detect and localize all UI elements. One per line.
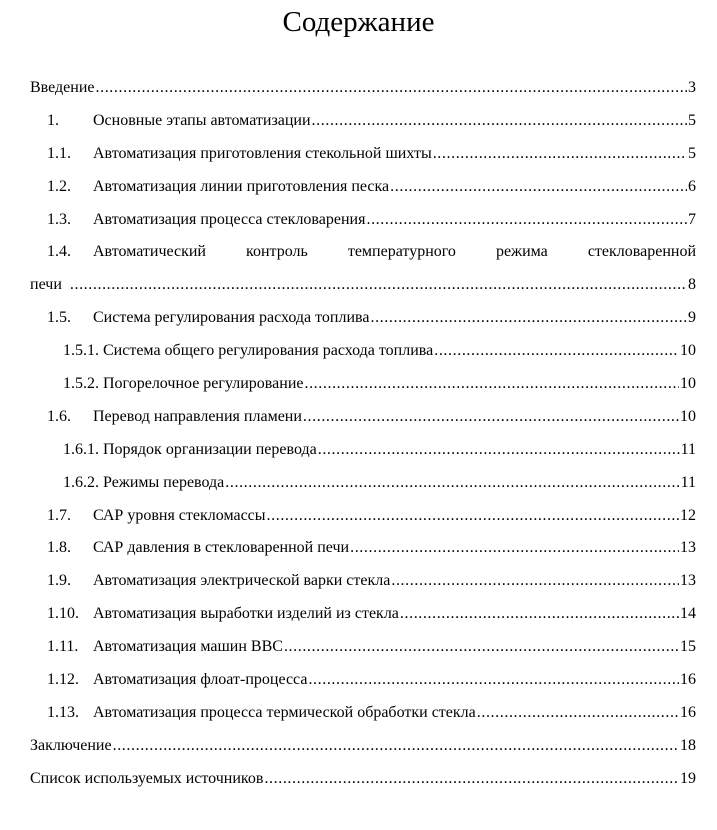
entry-page: 3 bbox=[688, 79, 696, 96]
dot-leader bbox=[400, 598, 679, 631]
dot-leader bbox=[264, 763, 679, 796]
entry-number: 1.3. bbox=[47, 210, 71, 228]
dot-leader bbox=[318, 434, 680, 467]
entry-title: Автоматизация процесса термической обработки стекла bbox=[93, 703, 476, 721]
entry-title: Введение bbox=[30, 79, 95, 96]
entry-page: 11 bbox=[680, 473, 696, 491]
dot-leader bbox=[433, 138, 687, 171]
dot-leader bbox=[225, 467, 679, 500]
entry-page: 13 bbox=[680, 539, 696, 557]
entry-page: 15 bbox=[680, 638, 696, 656]
entry-page: 9 bbox=[688, 309, 696, 327]
entry-page: 13 bbox=[680, 572, 696, 590]
dot-leader bbox=[303, 401, 679, 434]
toc-entry[interactable] bbox=[30, 500, 696, 533]
entry-title: Перевод направления пламени bbox=[93, 407, 302, 425]
entry-title: Порядок организации перевода bbox=[103, 440, 317, 458]
toc-entry[interactable] bbox=[30, 631, 696, 664]
page-title: Содержание bbox=[282, 6, 435, 38]
entry-number: 1.4. bbox=[47, 243, 71, 261]
table-of-contents bbox=[30, 72, 696, 796]
entry-title: печи bbox=[30, 276, 62, 294]
entry-number: 1.1. bbox=[47, 144, 71, 162]
entry-number: 1.6.1. bbox=[63, 440, 99, 458]
entry-page: 10 bbox=[680, 407, 696, 425]
entry-page: 5 bbox=[688, 111, 696, 129]
toc-entry-continuation[interactable] bbox=[30, 269, 696, 302]
entry-title: Автоматизация линии приготовления песка bbox=[93, 177, 390, 195]
entry-page: 10 bbox=[680, 342, 696, 360]
entry-title: Система регулирования расхода топлива bbox=[93, 309, 370, 327]
toc-entry[interactable] bbox=[30, 664, 696, 697]
dot-leader bbox=[370, 302, 687, 335]
dot-leader bbox=[390, 171, 687, 204]
toc-entry[interactable] bbox=[30, 763, 696, 796]
toc-entry[interactable] bbox=[30, 72, 696, 105]
entry-number: 1.12. bbox=[47, 671, 79, 689]
entry-number: 1.6.2. bbox=[63, 473, 99, 491]
dot-leader bbox=[350, 532, 679, 565]
entry-number: 1.11. bbox=[47, 638, 79, 656]
entry-title: Автоматизация электрической варки стекла bbox=[93, 572, 391, 590]
dot-leader bbox=[366, 204, 687, 237]
entry-page: 19 bbox=[680, 769, 696, 787]
toc-entry[interactable] bbox=[30, 730, 696, 763]
toc-entry[interactable] bbox=[30, 105, 696, 138]
entry-page: 14 bbox=[680, 605, 696, 623]
entry-title: Погорелочное регулирование bbox=[103, 375, 304, 393]
toc-entry[interactable] bbox=[30, 565, 696, 598]
entry-title: Автоматизация машин ВВС bbox=[93, 638, 283, 656]
toc-entry[interactable] bbox=[30, 138, 696, 171]
toc-entry[interactable] bbox=[30, 434, 696, 467]
entry-title: САР давления в стекловаренной печи bbox=[93, 539, 350, 557]
entry-number: 1.7. bbox=[47, 506, 71, 524]
toc-entry[interactable] bbox=[30, 335, 696, 368]
dot-leader bbox=[70, 269, 687, 302]
entry-number: 1.8. bbox=[47, 539, 71, 557]
entry-page: 16 bbox=[680, 671, 696, 689]
entry-title: Система общего регулирования расхода топлива bbox=[103, 342, 434, 360]
dot-leader bbox=[304, 368, 679, 401]
entry-title: Режимы перевода bbox=[103, 473, 225, 491]
entry-title: Автоматизация приготовления стекольной шихты bbox=[93, 144, 432, 162]
entry-number: 1.6. bbox=[47, 407, 71, 425]
entry-title: САР уровня стекломассы bbox=[93, 506, 266, 524]
dot-leader bbox=[267, 500, 679, 533]
entry-number: 1.5.1. bbox=[63, 342, 99, 360]
toc-entry[interactable] bbox=[30, 598, 696, 631]
entry-title: Автоматизация выработки изделий из стекла bbox=[93, 605, 399, 623]
toc-entry[interactable] bbox=[30, 697, 696, 730]
entry-title: Автоматизация процесса стекловарения bbox=[93, 210, 366, 228]
toc-entry[interactable] bbox=[30, 401, 696, 434]
entry-title: Автоматический контроль температурного режима стекловаренной bbox=[93, 243, 696, 261]
entry-number: 1.13. bbox=[47, 703, 79, 721]
dot-leader bbox=[312, 105, 687, 138]
entry-page: 12 bbox=[680, 506, 696, 524]
toc-entry[interactable] bbox=[30, 204, 696, 237]
entry-page: 11 bbox=[680, 440, 696, 458]
entry-number: 1.5.2. bbox=[63, 375, 99, 393]
dot-leader bbox=[391, 565, 679, 598]
entry-page: 18 bbox=[680, 736, 696, 754]
entry-title: Основные этапы автоматизации bbox=[93, 111, 311, 129]
entry-page: 7 bbox=[688, 210, 696, 228]
dot-leader bbox=[284, 631, 679, 664]
toc-entry[interactable] bbox=[30, 171, 696, 204]
dot-leader bbox=[113, 730, 679, 763]
entry-page: 16 bbox=[680, 703, 696, 721]
toc-entry[interactable] bbox=[30, 467, 696, 500]
entry-page: 5 bbox=[688, 144, 696, 162]
entry-number: 1.9. bbox=[47, 572, 71, 590]
entry-page: 10 bbox=[680, 375, 696, 393]
entry-number: 1. bbox=[47, 111, 59, 129]
dot-leader bbox=[96, 72, 688, 105]
toc-entry[interactable] bbox=[30, 368, 696, 401]
toc-entry[interactable] bbox=[30, 302, 696, 335]
dot-leader bbox=[477, 697, 679, 730]
entry-number: 1.5. bbox=[47, 309, 71, 327]
entry-number: 1.10. bbox=[47, 605, 79, 623]
entry-number: 1.2. bbox=[47, 177, 71, 195]
dot-leader bbox=[434, 335, 679, 368]
entry-title: Заключение bbox=[30, 736, 112, 754]
entry-title: Список используемых источников bbox=[30, 769, 264, 787]
entry-page: 6 bbox=[688, 177, 696, 195]
toc-entry[interactable] bbox=[30, 236, 696, 269]
entry-page: 8 bbox=[688, 276, 696, 294]
dot-leader bbox=[308, 664, 679, 697]
entry-title: Автоматизация флоат-процесса bbox=[93, 671, 308, 689]
toc-entry[interactable] bbox=[30, 532, 696, 565]
